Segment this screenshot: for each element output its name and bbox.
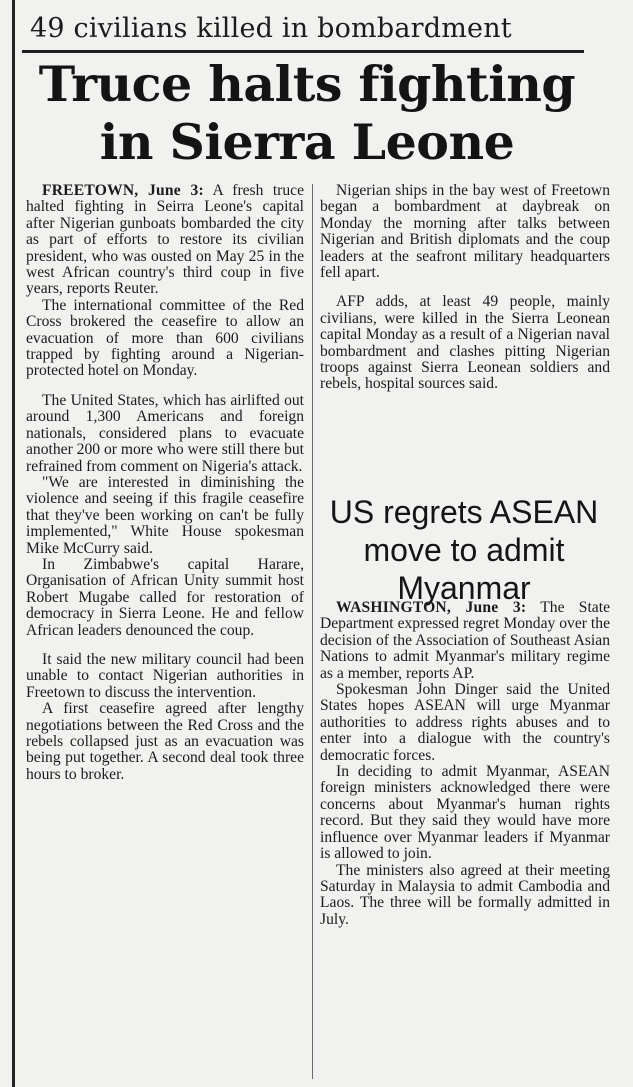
main-story-paragraph-2: The international committee of the Red Cross brokered the ceasefire to allow an evacuation of more than 600 civilians trapped by fighting around a Nigerian-protected hotel on Monday. <box>26 296 304 380</box>
main-story-column-right <box>320 183 610 393</box>
main-story-dateline: FREETOWN, June 3: <box>42 182 204 199</box>
second-story-dateline: WASHINGTON, June 3: <box>336 599 527 616</box>
second-story-paragraph-3: In deciding to admit Myanmar, ASEAN foreign ministers acknowledged there were concerns about Myanmar's human rights record. But they said they would have more influence over Myanmar leaders if Myanmar is allowed to join. <box>320 763 610 863</box>
main-story-paragraph-8: Nigerian ships in the bay west of Freetown began a bombardment at daybreak on Monday the morning after talks between Nigerian and British diplomats and the coup leaders at the seafront military headquarters fell apart. <box>320 182 610 282</box>
kicker-headline: 49 civilians killed in bombardment <box>30 13 512 44</box>
main-story-paragraph-7: A first ceasefire agreed after lengthy negotiations between the Red Cross and the rebels collapsed just as an evacuation was being put together. A second deal took three hours to broker. <box>26 700 304 783</box>
main-story-column-left <box>26 183 304 783</box>
kicker-rule <box>22 50 584 53</box>
second-story-headline: US regrets ASEAN move to admit Myanmar <box>329 494 599 606</box>
second-story-paragraph-2: Spokesman John Dinger said the United States hopes ASEAN will urge Myanmar authorities to address rights abuses and to enter into a dialogue with the country's democratic forces. <box>320 681 610 764</box>
second-story-paragraph-1: WASHINGTON, June 3: The State Department expressed regret Monday over the decision of the Association of Southeast Asian Nations to admit Myanmar's military regime as a member, reports AP. <box>320 599 610 682</box>
second-story-column <box>320 600 610 928</box>
main-headline: Truce halts fighting in Sierra Leone <box>38 55 576 171</box>
left-border-rule <box>12 0 15 1087</box>
column-divider <box>312 184 313 1079</box>
main-story-paragraph-1: FREETOWN, June 3: A fresh truce halted fighting in Seirra Leone's capital after Nigerian gunboats bombarded the city as part of efforts to restore its civilian president, who was ousted on May 25 in the west African country's third coup in five years, reports Reuter. <box>26 182 304 298</box>
second-story-paragraph-4: The ministers also agreed at their meeting Saturday in Malaysia to admit Cambodia and Laos. The three will be formally admitted in July. <box>320 861 610 928</box>
main-story-paragraph-6: It said the new military council had been unable to contact Nigerian authorities in Freetown to discuss the intervention. <box>26 650 304 701</box>
main-story-paragraph-9: AFP adds, at least 49 people, mainly civilians, were killed in the Sierra Leonean capital Monday as a result of a Nigerian naval bombardment and clashes pitting Nigerian troops against Sierra Leonean soldiers and rebels, hospital sources said. <box>320 293 610 393</box>
main-story-paragraph-4: "We are interested in diminishing the violence and seeing if this fragile ceasefire that they've been working on can't be fully implemented," White House spokesman Mike McCurry said. <box>26 473 304 557</box>
main-story-paragraph-5: In Zimbabwe's capital Harare, Organisation of African Unity summit host Robert Mugabe called for restoration of democracy in Sierra Leone. He and fellow African leaders denounced the coup. <box>26 555 304 639</box>
main-story-paragraph-3: The United States, which has airlifted out around 1,300 Americans and foreign nationals, considered plans to evacuate another 200 or more who were still there but refrained from comment on Nigeria's attack. <box>26 391 305 475</box>
